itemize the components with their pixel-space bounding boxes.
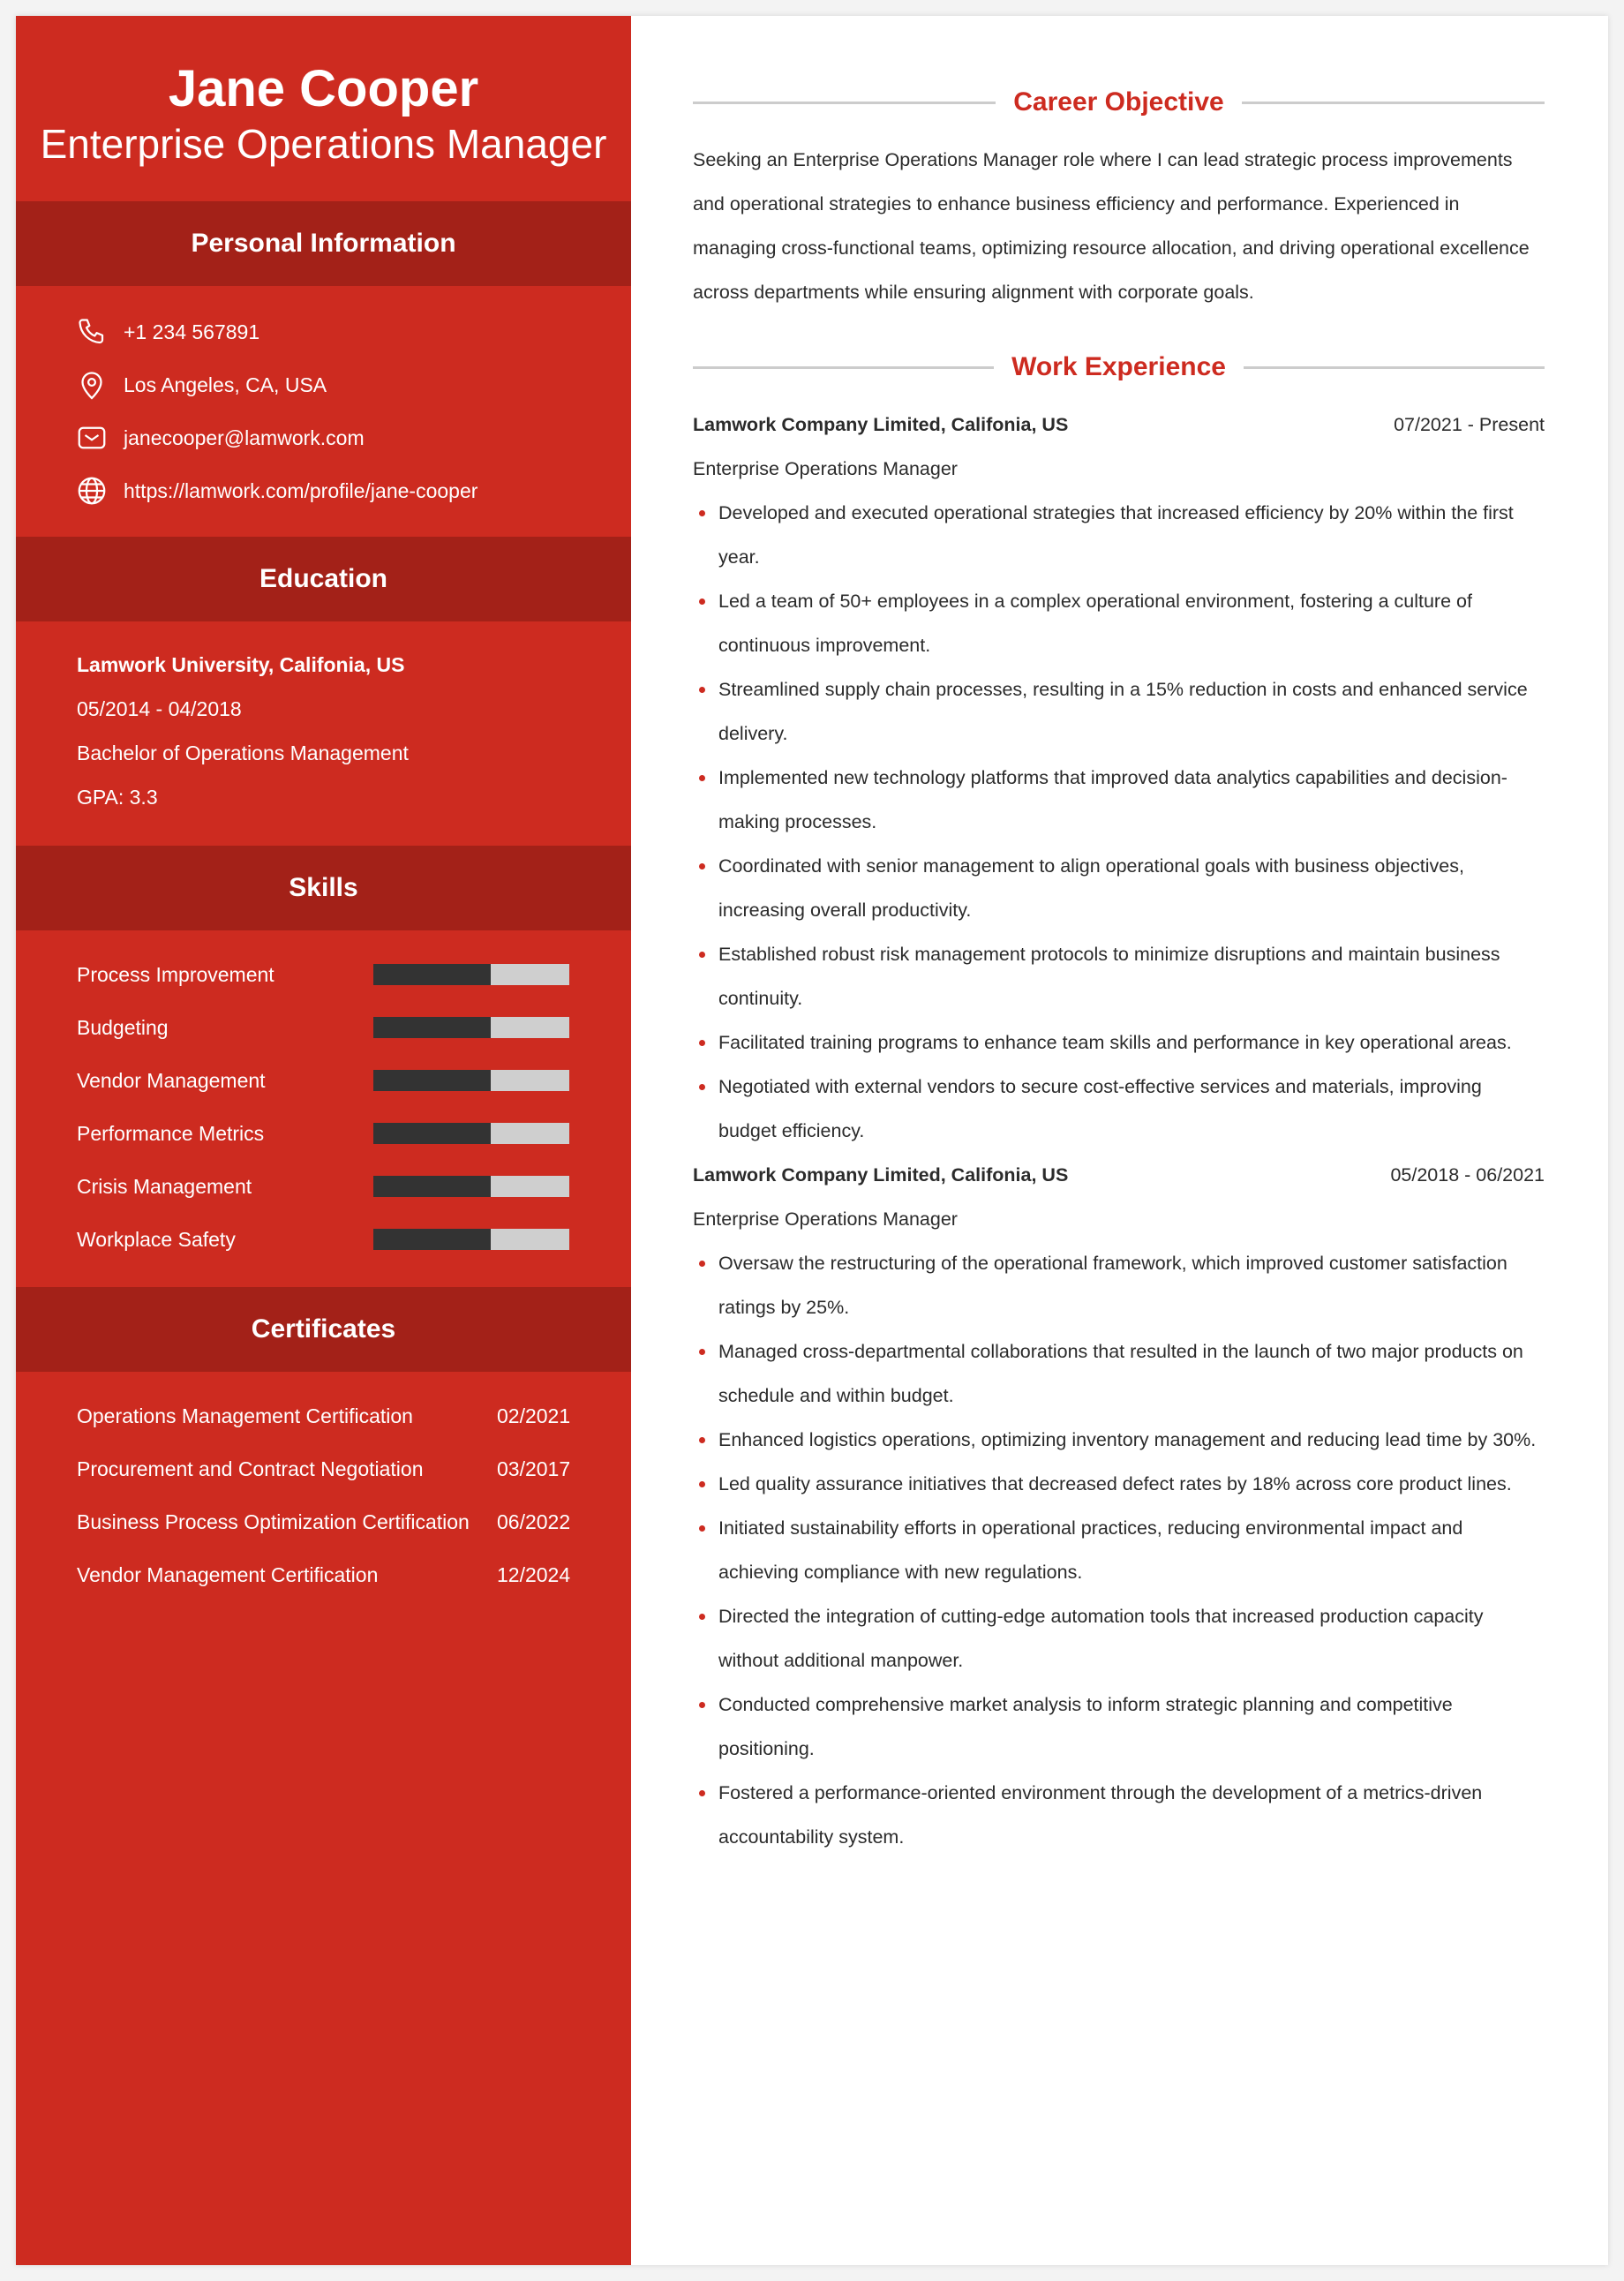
education-school: Lamwork University, Califonia, US	[77, 653, 405, 676]
job-bullets	[693, 1241, 1545, 1859]
objective-title: Career Objective	[1013, 87, 1224, 117]
education-heading: Education	[16, 537, 631, 621]
certificate-date: 03/2017	[497, 1457, 571, 1480]
heading-rule-right	[1244, 366, 1545, 369]
certificate-date: 02/2021	[497, 1404, 571, 1427]
heading-rule-left	[693, 102, 996, 104]
resume-page	[16, 16, 1608, 2265]
education-gpa: GPA: 3.3	[77, 786, 158, 809]
skill-level-fill	[373, 1123, 491, 1144]
resume-header	[16, 16, 631, 201]
location-pin-icon	[76, 369, 108, 401]
mail-icon	[76, 422, 108, 454]
certificate-name: Vendor Management Certification	[77, 1562, 379, 1586]
job-bullet: Streamlined supply chain processes, resulting in a 15% reduction in costs and enhanced service delivery.	[693, 667, 1545, 756]
contact-email	[16, 411, 631, 464]
contact-location	[16, 358, 631, 411]
skill-row	[16, 1213, 631, 1266]
skill-level-bar	[373, 1123, 569, 1144]
skill-level-bar	[373, 1229, 569, 1250]
skill-label: Performance Metrics	[77, 1121, 265, 1145]
candidate-name: Jane Cooper	[168, 60, 479, 117]
certificate-row	[16, 1548, 631, 1601]
skills-list	[16, 930, 631, 1287]
job-company: Lamwork Company Limited, Califonia, US	[693, 1164, 1069, 1186]
job-bullet: Coordinated with senior management to align operational goals with business objectives, increasing overall productivity.	[693, 844, 1545, 932]
phone-icon	[76, 316, 108, 348]
skill-row	[16, 1107, 631, 1160]
job-bullet: Oversaw the restructuring of the operational framework, which improved customer satisfaction ratings by 25%.	[693, 1241, 1545, 1329]
job-dates: 05/2018 - 06/2021	[1390, 1164, 1545, 1186]
location-text: Los Angeles, CA, USA	[124, 373, 327, 396]
job-header	[693, 1153, 1545, 1197]
skill-label: Vendor Management	[77, 1068, 266, 1092]
main-content	[693, 16, 1545, 1859]
objective-heading	[693, 76, 1545, 129]
objective-text: Seeking an Enterprise Operations Manager role where I can lead strategic process improvements and operational strategies to enhance business efficiency and performance. Experienced in managing cross-functional teams, optimizing resource allocation, and driving operational excellence across departments while ensuring alignment with corporate goals.	[693, 149, 1530, 303]
job-bullet: Established robust risk management protocols to minimize disruptions and maintain business continuity.	[693, 932, 1545, 1020]
skill-level-bar	[373, 964, 569, 985]
education-block	[16, 621, 631, 846]
certificate-name: Business Process Optimization Certification	[77, 1509, 470, 1533]
heading-rule-right	[1242, 102, 1545, 104]
skill-label: Process Improvement	[77, 962, 274, 986]
job-header	[693, 403, 1545, 447]
job-bullets	[693, 491, 1545, 1153]
job-bullet: Facilitated training programs to enhance team skills and performance in key operational areas.	[693, 1020, 1545, 1065]
skill-level-bar	[373, 1017, 569, 1038]
skill-level-bar	[373, 1070, 569, 1091]
skill-row	[16, 1160, 631, 1213]
certificate-row	[16, 1495, 631, 1548]
job-bullet: Developed and executed operational strategies that increased efficiency by 20% within the first year.	[693, 491, 1545, 579]
job-bullet: Directed the integration of cutting-edge automation tools that increased production capacity without additional manpower.	[693, 1594, 1545, 1683]
job-title: Enterprise Operations Manager	[693, 458, 958, 479]
certificate-date: 12/2024	[497, 1562, 571, 1586]
certificate-name: Procurement and Contract Negotiation	[77, 1457, 424, 1480]
certificate-name: Operations Management Certification	[77, 1404, 413, 1427]
skill-row	[16, 1001, 631, 1054]
skill-row	[16, 1054, 631, 1107]
job-company: Lamwork Company Limited, Califonia, US	[693, 414, 1069, 435]
contact-phone	[16, 305, 631, 358]
candidate-role: Enterprise Operations Manager	[40, 121, 607, 167]
skills-heading: Skills	[16, 846, 631, 930]
job-bullet: Led a team of 50+ employees in a complex operational environment, fostering a culture of continuous improvement.	[693, 579, 1545, 667]
skill-level-fill	[373, 1229, 491, 1250]
personal-info-heading: Personal Information	[16, 201, 631, 286]
certificates-heading: Certificates	[16, 1287, 631, 1372]
skill-level-fill	[373, 1070, 491, 1091]
phone-text: +1 234 567891	[124, 320, 260, 343]
certificate-row	[16, 1389, 631, 1442]
globe-icon	[76, 475, 108, 507]
certificates-list	[16, 1372, 631, 1601]
job-bullet: Fostered a performance-oriented environment through the development of a metrics-driven accountability system.	[693, 1771, 1545, 1859]
education-degree: Bachelor of Operations Management	[77, 742, 409, 764]
skill-level-fill	[373, 1017, 491, 1038]
job-entry	[693, 403, 1545, 1153]
email-link[interactable]: janecooper@lamwork.com	[124, 425, 365, 449]
jobs-list	[693, 403, 1545, 1859]
job-bullet: Enhanced logistics operations, optimizing inventory management and reducing lead time by 30%.	[693, 1418, 1545, 1462]
job-bullet: Initiated sustainability efforts in operational practices, reducing environmental impact and achieving compliance with new regulations.	[693, 1506, 1545, 1594]
job-dates: 07/2021 - Present	[1394, 414, 1545, 435]
education-dates: 05/2014 - 04/2018	[77, 697, 242, 720]
skill-label: Workplace Safety	[77, 1227, 236, 1251]
job-bullet: Negotiated with external vendors to secure cost-effective services and materials, improving budget efficiency.	[693, 1065, 1545, 1153]
skill-level-fill	[373, 964, 491, 985]
heading-rule-left	[693, 366, 994, 369]
contact-list	[16, 286, 631, 537]
sidebar	[16, 16, 631, 2265]
job-bullet: Led quality assurance initiatives that decreased defect rates by 18% across core product lines.	[693, 1462, 1545, 1506]
job-entry	[693, 1153, 1545, 1859]
job-bullet: Conducted comprehensive market analysis to inform strategic planning and competitive positioning.	[693, 1683, 1545, 1771]
skill-label: Crisis Management	[77, 1174, 252, 1198]
contact-website	[16, 464, 631, 517]
certificate-row	[16, 1442, 631, 1495]
job-bullet: Managed cross-departmental collaborations that resulted in the launch of two major products on schedule and within budget.	[693, 1329, 1545, 1418]
job-bullet: Implemented new technology platforms that improved data analytics capabilities and decision-making processes.	[693, 756, 1545, 844]
skill-level-bar	[373, 1176, 569, 1197]
skill-level-fill	[373, 1176, 491, 1197]
certificate-date: 06/2022	[497, 1509, 571, 1533]
skill-label: Budgeting	[77, 1015, 169, 1039]
website-link[interactable]: https://lamwork.com/profile/jane-cooper	[124, 478, 478, 502]
experience-title: Work Experience	[1011, 352, 1226, 381]
skill-row	[16, 948, 631, 1001]
experience-heading	[693, 341, 1545, 394]
job-title: Enterprise Operations Manager	[693, 1208, 958, 1230]
